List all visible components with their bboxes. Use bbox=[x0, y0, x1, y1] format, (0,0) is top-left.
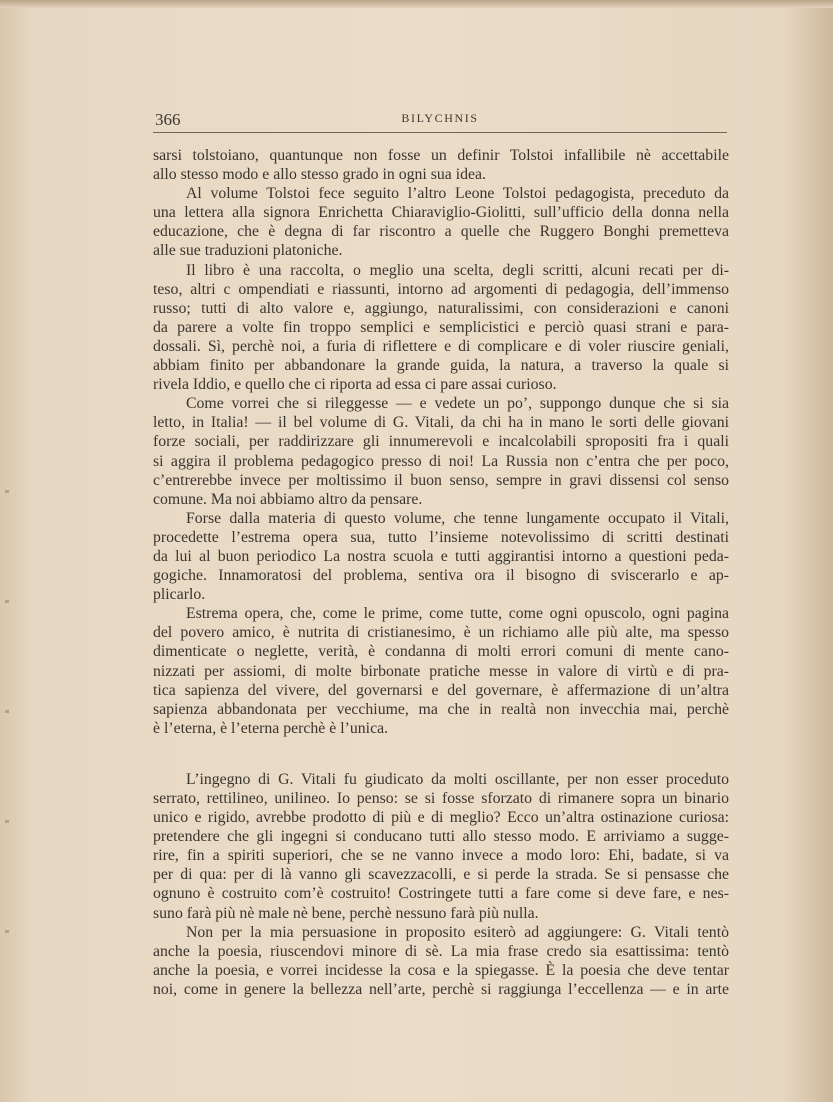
text-line: dossali. Sì, perchè noi, a furia di riflettere e di complicare e di voler riuscire geniali, bbox=[153, 337, 729, 355]
journal-title: BILYCHNIS bbox=[401, 111, 479, 125]
text-line: teso, altri c ompendiati e riassunti, intorno ad argomenti di pedagogia, dell’immenso bbox=[153, 280, 729, 298]
text-line: c’entrerebbe invece per moltissimo il buon senso, sempre in gravi dissensi col senso bbox=[153, 471, 729, 489]
text-line: anche la poesia, riuscendovi minore di sè. La mia frase credo sia esattissima: tentò bbox=[153, 942, 729, 960]
text-line: pretendere che gli ingegni si conducano tutti allo stesso modo. E arriviamo a sugge- bbox=[153, 828, 729, 846]
text-line: procedette l’estrema opera sua, tutto l’insieme notevolissimo di scritti destinati bbox=[153, 528, 729, 546]
text-line: Come vorrei che si rileggesse — e vedete un po’, suppongo dunque che si sia bbox=[186, 395, 729, 413]
page-top-edge bbox=[0, 0, 833, 8]
text-line: plicarlo. bbox=[153, 586, 206, 604]
text-line: suno farà più nè male nè bene, perchè nessuno farà più nulla. bbox=[153, 904, 539, 922]
text-line: serrato, rettilineo, unilineo. Io penso: se si fosse sforzato di rimanere sopra un binario bbox=[153, 790, 729, 807]
text-line: Al volume Tolstoi fece seguito l’altro Leone Tolstoi pedagogista, preceduto da bbox=[186, 185, 729, 203]
article-body bbox=[153, 146, 729, 999]
text-line: sapienza abbandonata per vecchiume, ma che in realtà non invecchia mai, perchè bbox=[153, 700, 729, 718]
text-line: per di qua: per di là vanno gli scavezzacolli, e si perde la strada. Se si pensasse che bbox=[153, 866, 729, 884]
margin-marks bbox=[5, 430, 9, 1030]
text-line: Estrema opera, che, come le prime, come tutte, come ogni opuscolo, ogni pagina bbox=[186, 605, 729, 623]
text-line: rire, fin a spiriti superiori, che se ne vanno invece a modo loro: Ehi, badate, si va bbox=[153, 847, 729, 865]
text-line: Non per la mia persuasione in proposito esiterò ad aggiungere: G. Vitali tentò bbox=[186, 923, 729, 941]
text-line: educazione, che è degna di far riscontro a quelle che Ruggero Bonghi premetteva bbox=[153, 223, 729, 241]
text-line: è l’eterna, è l’eterna perchè è l’unica. bbox=[153, 719, 389, 737]
text-line: si aggira il problema pedagogico presso di noi! La Russia non c’entra che per poco, bbox=[153, 452, 729, 470]
text-line: del povero amico, è nutrita di cristianesimo, è un richiamo alle più alte, ma spesso bbox=[153, 624, 729, 642]
text-line: letto, in Italia! — il bel volume di G. Vitali, da chi ha in mano le sorti delle giovani bbox=[153, 414, 729, 432]
text-line: unico e rigido, avrebbe prodotto di più e di meglio? Ecco un’altra ostinazione curiosa: bbox=[153, 809, 729, 827]
text-line: da lui al buon periodico La nostra scuola e tutti aggirantisi intorno a questioni peda- bbox=[153, 547, 729, 565]
page-number: 366 bbox=[155, 110, 181, 129]
text-line: tica sapienza del vivere, del governarsi e del governare, è affermazione di un’altra bbox=[153, 681, 729, 699]
text-line: allo stesso modo e allo stesso grado in ogni sua idea. bbox=[153, 166, 486, 184]
text-line: Forse dalla materia di questo volume, che tenne lungamente occupato il Vitali, bbox=[186, 509, 729, 527]
text-line: gogiche. Innamoratosi del problema, sentiva ora il bisogno di sviscerarlo e ap- bbox=[153, 567, 729, 585]
text-line: abbiam finito per abbandonare la grande guida, la natura, a traverso la quale si bbox=[153, 357, 729, 375]
text-line: nizzati per assiomi, di molte birbonate pratiche messe in valore di virtù e di pra- bbox=[153, 662, 729, 680]
text-line: comune. Ma noi abbiamo altro da pensare. bbox=[153, 490, 423, 508]
text-line: L’ingegno di G. Vitali fu giudicato da molti oscillante, per non esser proceduto bbox=[186, 770, 729, 788]
text-line: una lettera alla signora Enrichetta Chiaraviglio-Giolitti, sull’ufficio della donna nella bbox=[153, 204, 729, 222]
section-break bbox=[153, 738, 729, 770]
text-line: russo; tutti di alto valore e, aggiungo, naturalissimi, con considerazioni e canoni bbox=[153, 299, 729, 317]
text-line: dimenticate o neglette, verità, è condanna di molti errori comuni di mente cano- bbox=[153, 643, 729, 661]
text-line: anche la poesia, e vorrei incidesse la cosa e la spiegasse. È la poesia che deve tentar bbox=[153, 961, 729, 979]
running-header bbox=[153, 108, 727, 133]
text-line: forze sociali, per raddirizzare gli innumerevoli e incalcolabili spropositi fra i quali bbox=[153, 433, 729, 451]
text-line: da parere a volte fin troppo semplici e semplicistici e perciò quasi strani e para- bbox=[153, 318, 729, 336]
text-line: rivela Iddio, e quello che ci riporta ad essa ci pare assai curioso. bbox=[153, 376, 557, 394]
text-line: noi, come in genere la bellezza nell’arte, perchè si raggiunga l’eccellenza — e in arte bbox=[153, 980, 729, 998]
text-line: alle sue traduzioni platoniche. bbox=[153, 242, 343, 260]
text-line: Il libro è una raccolta, o meglio una scelta, degli scritti, alcuni recati per di- bbox=[186, 261, 729, 279]
text-line: sarsi tolstoiano, quantunque non fosse un definir Tolstoi infallibile nè accettabile bbox=[153, 147, 729, 164]
text-line: ognuno è costruito com’è costruito! Costringete tutti a fare come si deve fare, e nes- bbox=[153, 885, 729, 903]
